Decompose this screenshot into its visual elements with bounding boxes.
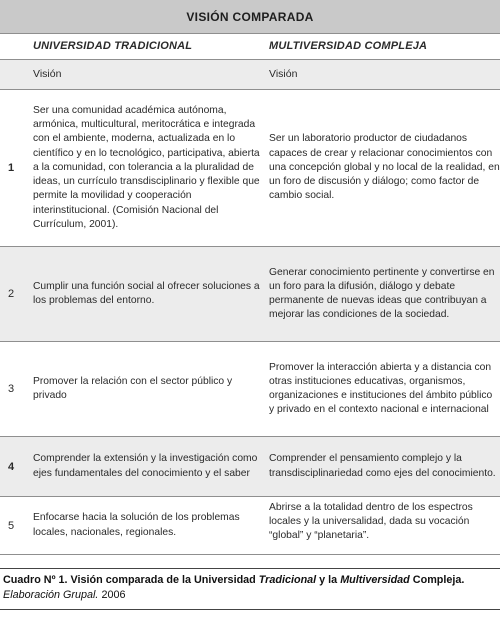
table-row <box>0 437 500 497</box>
row-left-cell: Comprender la extensión y la investigación como ejes fundamentales del conocimiento y el saber <box>33 453 258 479</box>
row-right-cell: Promover la interacción abierta y a distancia con otras instituciones educativas, organismos, organizaciones e instituciones del ámbito público y privado en el contexto nacional e internacional <box>269 361 493 416</box>
table-row <box>0 342 500 437</box>
subheader-row <box>0 60 500 90</box>
column-header-row <box>0 33 500 60</box>
table-row <box>0 247 500 342</box>
row-left-cell: Enfocarse hacia la solución de los problemas locales, nacionales, regionales. <box>33 512 240 538</box>
table-row <box>0 90 500 247</box>
caption-emphasis-a: Tradicional <box>258 574 317 586</box>
caption-rule-bottom <box>0 609 500 610</box>
column-header-right: MULTIVERSIDAD COMPLEJA <box>269 40 428 53</box>
row-number: 2 <box>8 288 15 300</box>
row-number: 4 <box>8 460 15 473</box>
column-header-left: UNIVERSIDAD TRADICIONAL <box>33 40 193 53</box>
row-number: 1 <box>8 162 15 174</box>
table-caption <box>3 573 497 602</box>
table-row <box>0 497 500 555</box>
caption-text-a: Visión comparada de la Universidad <box>70 574 256 586</box>
caption-text-b: y la <box>319 574 338 586</box>
caption-text-c: Compleja. <box>412 574 465 586</box>
row-left-cell: Cumplir una función social al ofrecer soluciones a los problemas del entorno. <box>33 280 260 306</box>
row-right-cell: Ser un laboratorio productor de ciudadanos capaces de crear y relacionar conocimientos con una concepción global y no local de la realidad, en un foro de discusión y diálogo; como factor de cambio social. <box>269 133 500 202</box>
table-title: VISIÓN COMPARADA <box>0 0 500 33</box>
subheader-right: Visión <box>269 68 298 81</box>
caption-rule-top <box>0 568 500 569</box>
caption-year: 2006 <box>101 588 126 601</box>
subheader-spacer <box>0 60 27 89</box>
row-right-cell: Generar conocimiento pertinente y convertirse en un foro para la difusión, diálogo y debate permanente de nuevas ideas que contribuyan a mejorar las condiciones de la sociedad. <box>269 266 495 321</box>
row-number: 5 <box>8 519 15 532</box>
caption-emphasis-b: Multiversidad <box>340 574 410 586</box>
subheader-left: Visión <box>33 68 62 81</box>
row-left-cell: Promover la relación con el sector público y privado <box>33 375 233 401</box>
row-right-cell: Abrirse a la totalidad dentro de los espectros locales y la universalidad, dada su vocación “global” y “planetaria”. <box>269 502 473 542</box>
caption-source: Elaboración Grupal. <box>3 588 99 601</box>
column-header-spacer <box>0 34 27 59</box>
row-number: 3 <box>8 383 15 395</box>
row-left-cell: Ser una comunidad académica autónoma, armónica, multicultural, meritocrática e integrada con el ambiente, moderna, actualizada en lo científico y en lo tecnológico, participativa, abierta a la comunidad, con tolerancia a la pluralidad de ideas, un currículo transdisciplinario y flexible que permite la movilidad y cooperación interinstitucional. (Comisión Nacional del Currículum, 2001). <box>33 105 260 230</box>
row-right-cell: Comprender el pensamiento complejo y la transdisciplinariedad como ejes del conocimiento. <box>269 453 496 479</box>
caption-label: Cuadro Nº 1. <box>3 574 68 586</box>
